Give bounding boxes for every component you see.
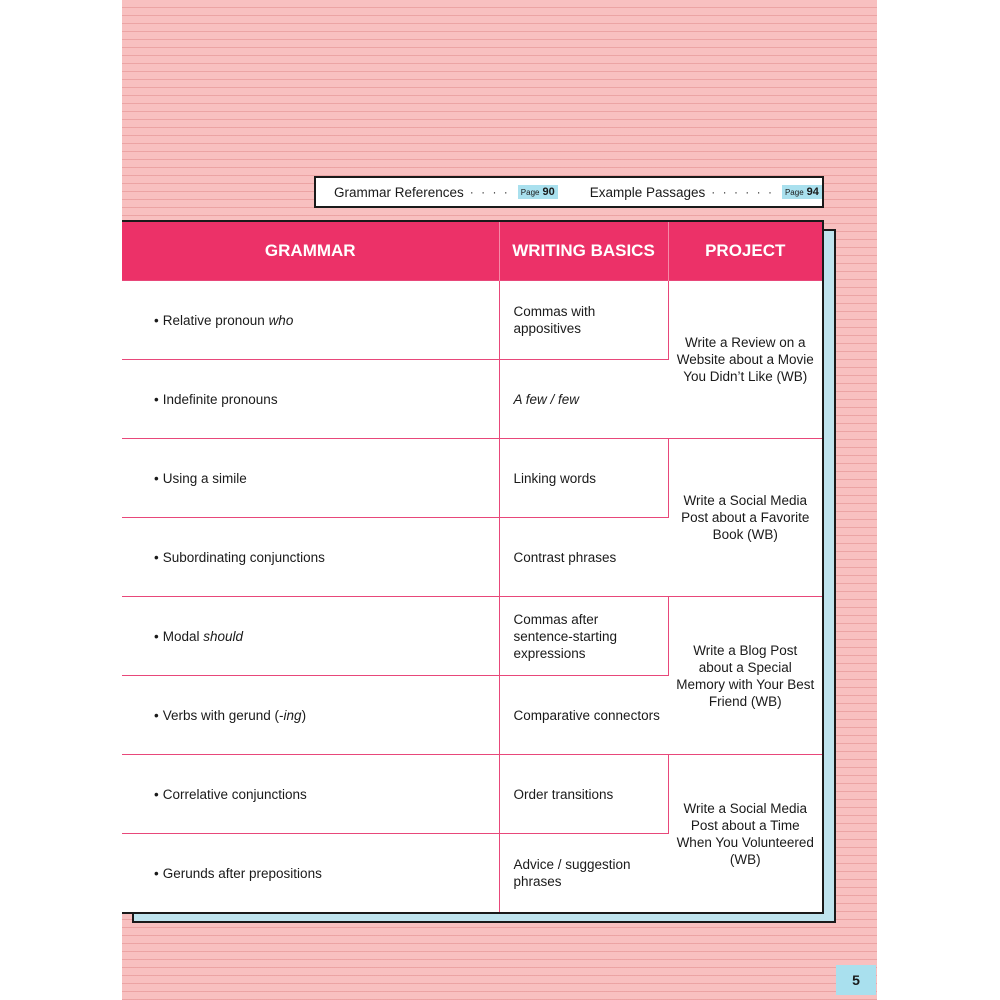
header-writing-basics: WRITING BASICS (499, 222, 668, 281)
bullet: • (154, 786, 159, 802)
grammar-text: Using a simile (162, 470, 247, 486)
page-num: 94 (806, 186, 819, 198)
grammar-cell (122, 281, 499, 360)
grammar-cell (122, 676, 499, 755)
bullet: • (154, 865, 159, 881)
writing-cell: Linking words (499, 439, 668, 518)
page-num: 90 (542, 186, 555, 198)
grammar-cell (122, 597, 499, 676)
grammar-text: Subordinating conjunctions (162, 549, 325, 565)
table-header-row (122, 222, 822, 281)
bullet: • (154, 549, 159, 565)
table-row (122, 755, 822, 834)
writing-cell: Commas with appositives (499, 281, 668, 360)
bullet: • (154, 391, 159, 407)
page-badge (782, 185, 822, 199)
page-word: Page (520, 188, 540, 197)
bullet: • (154, 312, 159, 328)
grammar-cell (122, 518, 499, 597)
grammar-cell (122, 360, 499, 439)
grammar-text: Gerunds after prepositions (162, 865, 322, 881)
writing-cell: Comparative connectors (499, 676, 668, 755)
page-badge (518, 185, 558, 199)
grammar-text: Indefinite pronouns (162, 391, 278, 407)
ref-dots: · · · · (469, 185, 510, 199)
reference-bar (314, 176, 824, 208)
grammar-cell (122, 439, 499, 518)
table-row (122, 597, 822, 676)
writing-cell: Contrast phrases (499, 518, 668, 597)
grammar-em: ing (283, 707, 302, 723)
page-number: 5 (836, 965, 876, 995)
grammar-tail: ) (301, 707, 307, 723)
project-cell: Write a Blog Post about a Special Memory with Your Best Friend (WB) (668, 597, 822, 755)
ref-label: Grammar References (334, 184, 464, 200)
table-row (122, 281, 822, 360)
grammar-em: who (268, 312, 294, 328)
bullet: • (154, 628, 159, 644)
project-cell: Write a Review on a Website about a Movie You Didn’t Like (WB) (668, 281, 822, 439)
writing-cell (499, 360, 668, 439)
ref-label: Example Passages (589, 184, 706, 200)
project-cell: Write a Social Media Post about a Favorite Book (WB) (668, 439, 822, 597)
writing-cell: Advice / suggestion phrases (499, 834, 668, 913)
bullet: • (154, 707, 159, 723)
bullet: • (154, 470, 159, 486)
grammar-text: Relative pronoun (162, 312, 269, 328)
grammar-text: Modal (162, 628, 204, 644)
grammar-cell (122, 834, 499, 913)
grammar-references-link[interactable] (334, 185, 558, 200)
project-cell: Write a Social Media Post about a Time When You Volunteered (WB) (668, 755, 822, 913)
writing-em: A few / few (513, 391, 580, 407)
ref-dots: · · · · · · (711, 185, 774, 199)
grammar-text: Correlative conjunctions (162, 786, 307, 802)
writing-cell: Order transitions (499, 755, 668, 834)
header-grammar: GRAMMAR (122, 222, 499, 281)
syllabus-table (122, 220, 824, 914)
header-project: PROJECT (668, 222, 822, 281)
writing-cell: Commas after sentence-starting expressions (499, 597, 668, 676)
grammar-em: should (203, 628, 244, 644)
grammar-text: Verbs with gerund (- (162, 707, 284, 723)
table-row (122, 439, 822, 518)
example-passages-link[interactable] (590, 185, 822, 200)
grammar-cell (122, 755, 499, 834)
page-word: Page (784, 188, 804, 197)
